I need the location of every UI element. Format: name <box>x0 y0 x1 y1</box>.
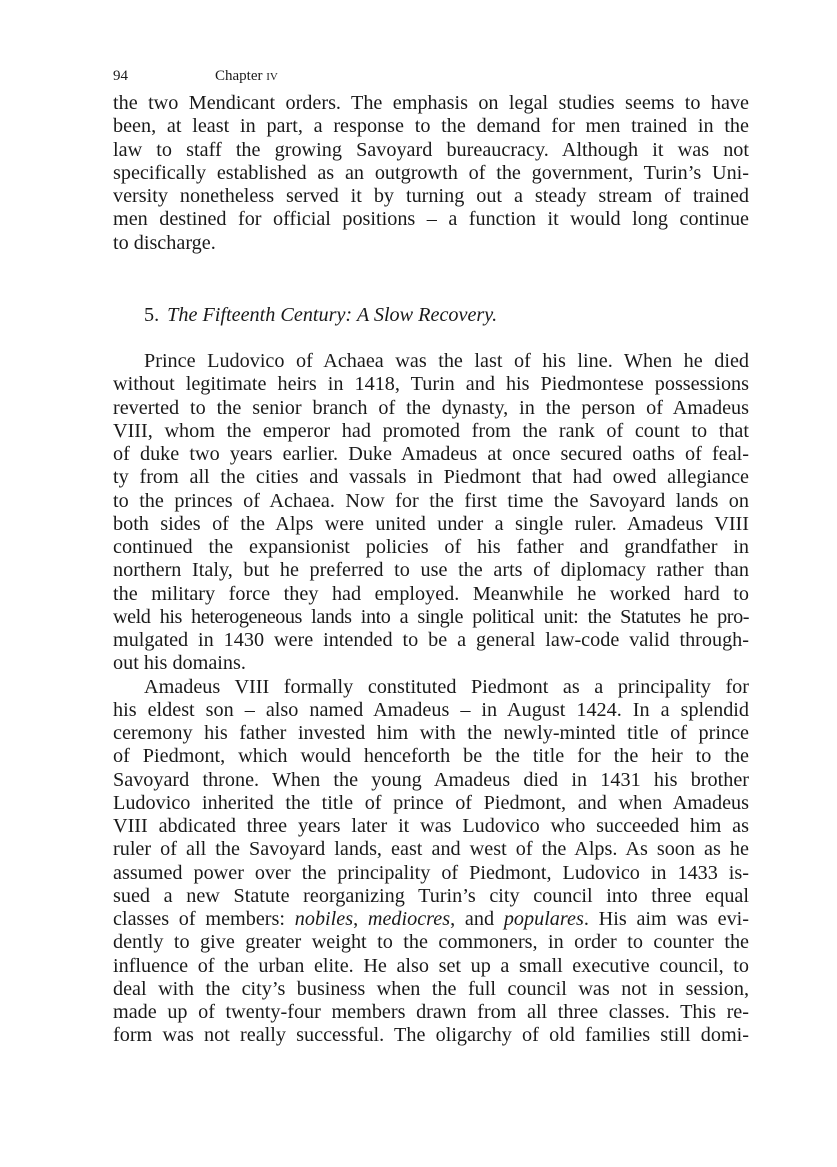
text-fragment: . His aim was evi- <box>583 908 750 930</box>
text-line: the military force they had employed. Meanwhile he worked hard to <box>113 582 749 605</box>
text-line: versity nonetheless served it by turning out a steady stream of trained <box>113 185 749 207</box>
text-line: Amadeus VIII formally constituted Piedmont as a principality for <box>144 675 749 698</box>
paragraph-1 <box>113 92 749 255</box>
book-page <box>113 64 749 1048</box>
italic-term-populares: populares <box>503 908 584 930</box>
chapter-word: Chapter <box>215 68 267 84</box>
text-line: ty from all the cities and vassals in Piedmont that had owed allegiance <box>113 466 749 489</box>
text-fragment: , <box>353 908 368 930</box>
text-line: mulgated in 1430 were intended to be a general law-code valid through- <box>113 629 749 651</box>
text-line: deal with the city’s business when the full council was not in session, <box>113 977 749 1000</box>
text-line: specifically established as an outgrowth of the government, Turin’s Uni- <box>113 161 749 184</box>
section-heading <box>144 304 749 327</box>
text-line: VIII, whom the emperor had promoted from the rank of count to that <box>113 419 749 442</box>
italic-term-nobiles: nobiles <box>294 908 354 930</box>
text-line: VIII abdicated three years later it was Ludovico who succeeded him as <box>113 815 749 837</box>
text-line: his eldest son – also named Amadeus – in August 1424. In a splendid <box>113 698 749 721</box>
text-line: assumed power over the principality of Piedmont, Ludovico in 1433 is- <box>113 861 749 884</box>
text-line: dently to give greater weight to the commoners, in order to counter the <box>113 931 749 954</box>
running-head <box>113 64 749 92</box>
text-line: the two Mendicant orders. The emphasis on legal studies seems to have <box>113 92 749 114</box>
text-line: ruler of all the Savoyard lands, east and west of the Alps. As soon as he <box>113 838 749 861</box>
text-line: to the princes of Achaea. Now for the first time the Savoyard lands on <box>113 489 749 512</box>
paragraph-3 <box>113 676 749 1048</box>
text-line: both sides of the Alps were united under a single ruler. Amadeus VIII <box>113 512 749 535</box>
page-number: 94 <box>113 68 128 84</box>
text-fragment: classes of members: <box>113 908 295 930</box>
text-line: northern Italy, but he preferred to use the arts of diplomacy rather than <box>113 559 749 582</box>
italic-term-mediocres: mediocres <box>367 908 451 930</box>
text-line: men destined for official positions – a function it would long continue <box>113 208 749 231</box>
text-line: influence of the urban elite. He also set up a small executive council, to <box>113 954 749 977</box>
text-line-with-italics <box>113 908 749 931</box>
text-line: Prince Ludovico of Achaea was the last of his line. When he died <box>144 350 749 372</box>
text-line: without legitimate heirs in 1418, Turin and his Piedmontese possessions <box>113 373 749 396</box>
text-fragment: , and <box>450 908 504 930</box>
text-line: made up of twenty-four members drawn from all three classes. This re- <box>113 1001 749 1023</box>
text-line: weld his heterogeneous lands into a single political unit: the Statutes he pro- <box>113 605 749 628</box>
section-title: The Fifteenth Century: A Slow Recovery. <box>167 303 498 326</box>
text-line: reverted to the senior branch of the dynasty, in the person of Amadeus <box>113 396 749 419</box>
text-line: of duke two years earlier. Duke Amadeus at once secured oaths of feal- <box>113 443 749 465</box>
text-line: of Piedmont, which would henceforth be the title for the heir to the <box>113 745 749 768</box>
text-line: sued a new Statute reorganizing Turin’s city council into three equal <box>113 884 749 907</box>
chapter-numeral: iv <box>266 68 278 84</box>
paragraph-2 <box>113 350 749 676</box>
section-number: 5. <box>144 303 160 326</box>
text-line: Savoyard throne. When the young Amadeus died in 1431 his brother <box>113 768 749 791</box>
text-line: ceremony his father invested him with the newly-minted title of prince <box>113 722 749 744</box>
text-line: to discharge. <box>113 231 216 254</box>
text-line: law to staff the growing Savoyard bureaucracy. Although it was not <box>113 138 749 161</box>
text-line: been, at least in part, a response to the demand for men trained in the <box>113 115 749 138</box>
chapter-label <box>215 64 278 88</box>
text-line: form was not really successful. The oligarchy of old families still domi- <box>113 1024 749 1047</box>
text-line: out his domains. <box>113 652 246 675</box>
text-line: Ludovico inherited the title of prince of Piedmont, and when Amadeus <box>113 791 749 814</box>
text-line: continued the expansionist policies of his father and grandfather in <box>113 536 749 558</box>
